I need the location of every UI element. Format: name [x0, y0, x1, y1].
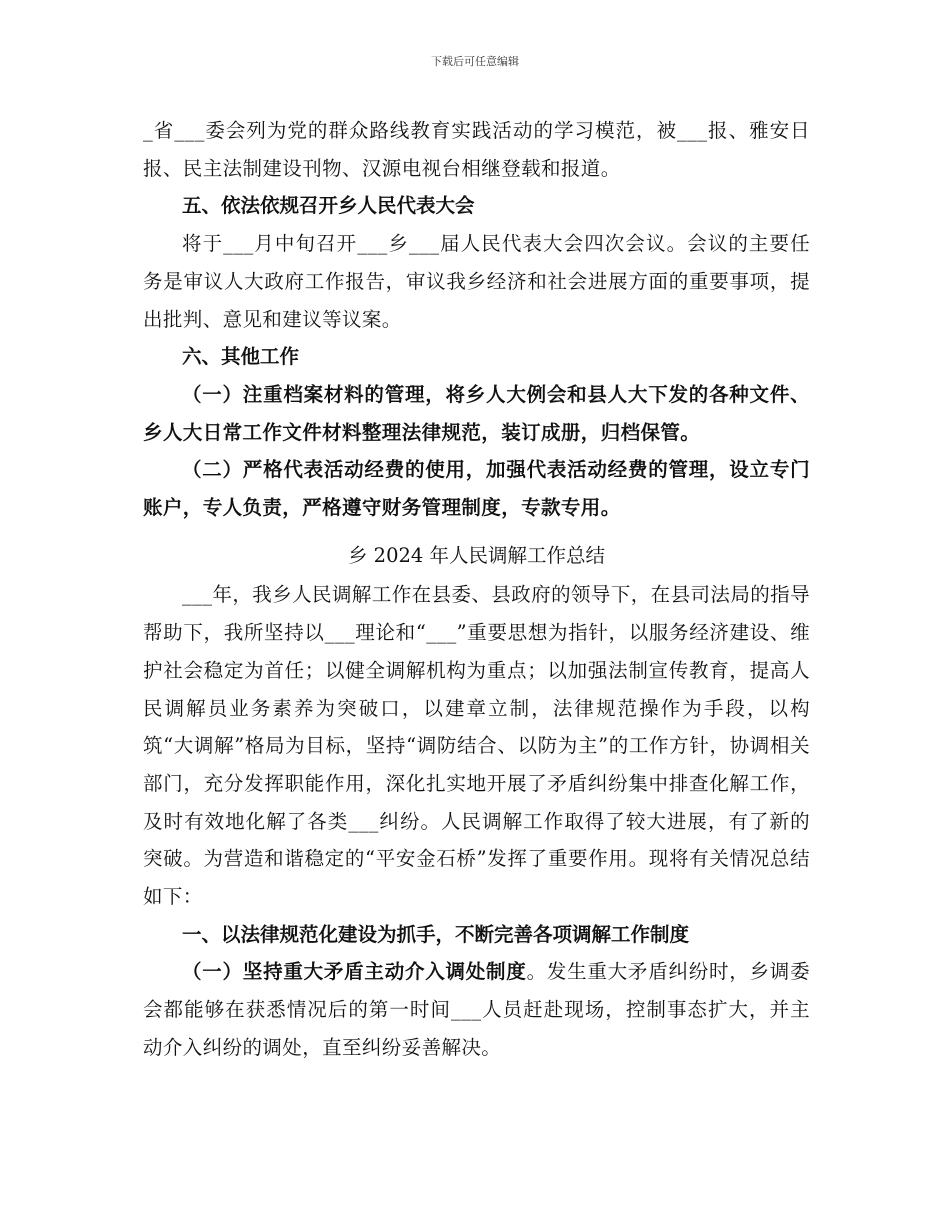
section-heading: 六、其他工作 [182, 345, 300, 369]
paragraph: _省___委会列为党的群众路线教育实践活动的学习模范，被___报、雅安日报、民主法制建设刊物、汉源电视台相继登载和报道。 [143, 119, 810, 180]
paragraph: （一）注重档案材料的管理，将乡人大例会和县人大下发的各种文件、乡人大日常工作文件材料整理法律规范，装订成册，归档保管。 [143, 382, 810, 444]
paragraph: ___年，我乡人民调解工作在县委、县政府的领导下，在县司法局的指导帮助下，我所坚持以___理论和“___”重要思想为指针，以服务经济建设、维护社会稳定为首任；以健全调解机构为重点；以加强法制宣传教育，提高人民调解员业务素养为突破口，以建章立制，法律规范操作为手段，以构筑“大调解”格局为目标，坚持“调防结合、以防为主”的工作方针，协调相关部门，充分发挥职能作用，深化扎实地开展了矛盾纠纷集中排查化解工作，及时有效地化解了各类___纠纷。人民调解工作取得了较大进展，有了新的突破。为营造和谐稳定的“平安金石桥”发挥了重要作用。现将有关情况总结如下： [143, 583, 810, 909]
paragraph: 将于___月中旬召开___乡___届人民代表大会四次会议。会议的主要任务是审议人大政府工作报告，审议我乡经济和社会进展方面的重要事项，提出批判、意见和建议等议案。 [143, 232, 810, 331]
paragraph-text: 。发生重大矛盾纠纷时，乡调委会都能够在获悉情况后的第一时间___人员赶赴现场，控制事态扩大，并主动介入纠纷的调处，直至纠纷妥善解决。 [143, 960, 810, 1059]
section-heading: 五、依法依规召开乡人民代表大会 [182, 194, 475, 218]
paragraph [143, 953, 810, 1066]
section-heading: 一、以法律规范化建设为抓手，不断完善各项调解工作制度 [182, 922, 690, 946]
paragraph: （二）严格代表活动经费的使用，加强代表活动经费的管理，设立专门账户，专人负责，严格遵守财务管理制度，专款专用。 [143, 458, 810, 520]
paragraph-lead: （一）坚持重大矛盾主动介入调处制度 [182, 960, 527, 984]
document-body [143, 112, 810, 1067]
document-title: 乡 2024 年人民调解工作总结 [347, 543, 606, 567]
page-header: 下载后可任意编辑 [431, 55, 519, 68]
